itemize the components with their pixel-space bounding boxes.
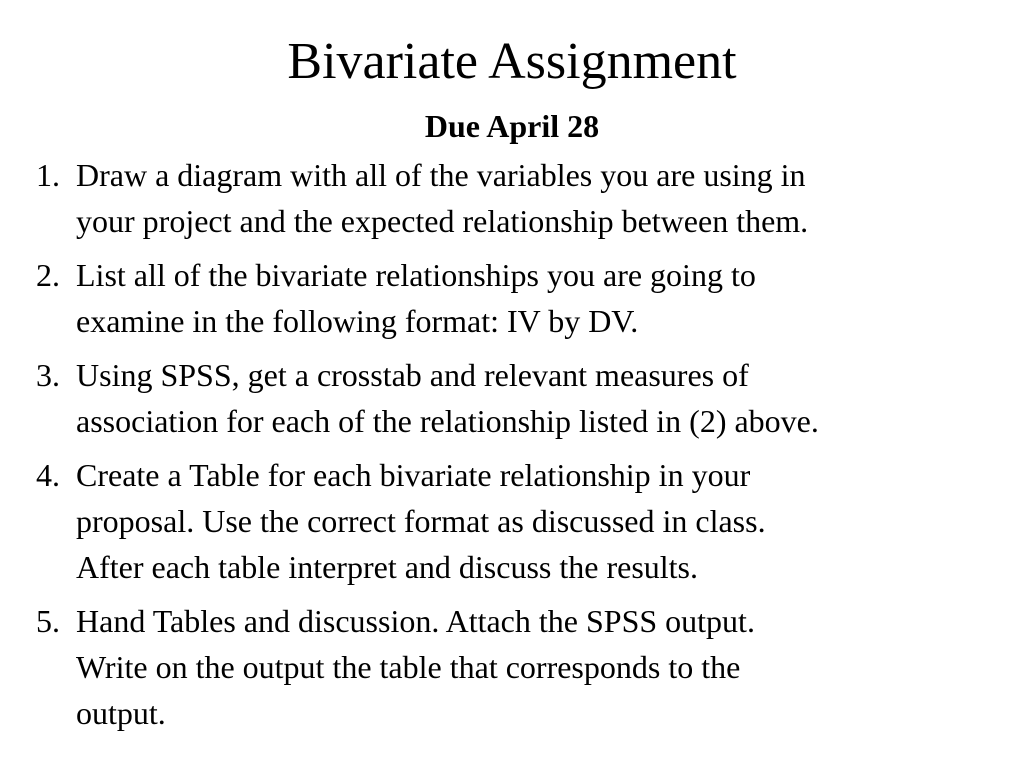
item-line: List all of the bivariate relationships you are going to — [76, 257, 756, 293]
item-line: output. — [76, 695, 166, 731]
item-line: Write on the output the table that corresponds to the — [76, 649, 741, 685]
item-line: proposal. Use the correct format as discussed in class. — [76, 503, 766, 539]
item-number: 5. — [36, 603, 60, 639]
item-number: 3. — [36, 357, 60, 393]
item-line: Using SPSS, get a crosstab and relevant measures of — [76, 357, 749, 393]
item-number: 2. — [36, 257, 60, 293]
list-item — [36, 598, 996, 736]
item-line: association for each of the relationship listed in (2) above. — [76, 403, 819, 439]
item-text — [76, 352, 996, 444]
slide-title: Bivariate Assignment — [287, 33, 737, 90]
item-line: After each table interpret and discuss the results. — [76, 549, 698, 585]
item-text — [76, 252, 996, 344]
item-line: Draw a diagram with all of the variables you are using in — [76, 157, 806, 193]
item-text — [76, 152, 996, 244]
item-text — [76, 452, 996, 590]
instruction-list — [36, 152, 996, 744]
item-line: your project and the expected relationship between them. — [76, 203, 809, 239]
item-text — [76, 598, 996, 736]
list-item — [36, 152, 996, 244]
item-number: 4. — [36, 457, 60, 493]
item-line: Hand Tables and discussion. Attach the SPSS output. — [76, 603, 755, 639]
item-line: examine in the following format: IV by DV. — [76, 303, 639, 339]
item-line: Create a Table for each bivariate relationship in your — [76, 457, 751, 493]
list-item — [36, 352, 996, 444]
list-item — [36, 252, 996, 344]
slide-subtitle: Due April 28 — [424, 108, 600, 144]
item-number: 1. — [36, 157, 60, 193]
list-item — [36, 452, 996, 590]
